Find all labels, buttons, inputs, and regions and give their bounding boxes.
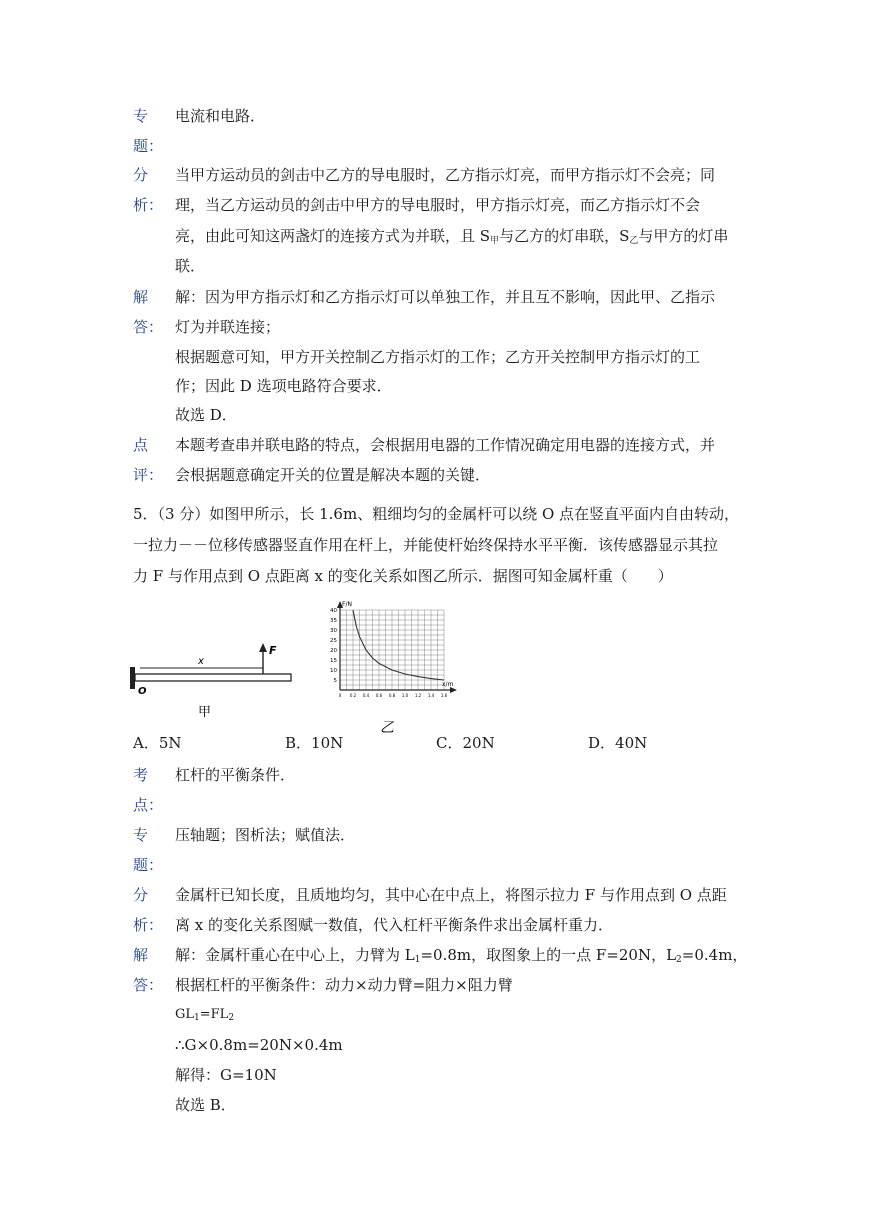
fenxi-line-3: 亮，由此可知这两盏灯的连接方式为并联，且 $S_甲$与乙方的灯串联，$S_乙$与甲方的灯串 [175, 227, 729, 246]
label-jieda-2: 答： [133, 318, 164, 336]
fenxi-line-1: 当甲方运动员的剑击中乙方的导电服时，乙方指示灯亮，而甲方指示灯不会亮；同 [175, 166, 716, 184]
q5-zhuanti-text: 压轴题；图析法；赋值法． [175, 826, 356, 844]
y-tick-label: 10 [330, 668, 337, 674]
y-tick-label: 35 [330, 618, 337, 624]
x-tick-label: 0.4 [362, 693, 370, 698]
jieda-line-3: 根据题意可知，甲方开关控制乙方指示灯的工作；乙方开关控制甲方指示灯的工 [175, 348, 701, 366]
option-c[interactable]: C．20N [436, 734, 495, 752]
label-zhuanti-2: 题： [133, 137, 164, 155]
label-fenxi-2: 析： [133, 196, 164, 214]
figure-jia-caption: 甲 [198, 705, 212, 720]
q5-jieda-line-3: $GL_1=FL_2$ [175, 1007, 235, 1023]
y-tick-label: 5 [333, 678, 337, 684]
label-q5-zhuanti-2: 题： [133, 856, 164, 874]
zhuanti-text: 电流和电路． [175, 107, 266, 125]
figure-yi-caption: 乙 [380, 720, 394, 736]
x-label: x [198, 656, 204, 667]
kaodian-text: 杠杆的平衡条件． [175, 766, 296, 784]
q5-fenxi-line-2: 离 x 的变化关系图赋一数值，代入杠杆平衡条件求出金属杆重力． [175, 916, 613, 934]
force-label: F [269, 644, 277, 657]
y-tick-label: 40 [330, 608, 337, 614]
option-d[interactable]: D．40N [588, 734, 648, 752]
figure-yi-chart [318, 598, 458, 738]
metal-rod [135, 674, 291, 681]
pivot-label: O [138, 686, 147, 697]
jieda-line-4: 作；因此 D 选项电路符合要求． [175, 377, 392, 395]
label-jieda: 解 [133, 288, 149, 306]
q5-jieda-line-2: 根据杠杆的平衡条件：动力×动力臂=阻力×阻力臂 [175, 976, 513, 994]
fenxi-line-4: 联． [175, 257, 206, 275]
fenxi-line-2: 理，当乙方运动员的剑击中甲方的导电服时，甲方指示灯亮，而乙方指示灯不会 [175, 196, 701, 214]
wall-mount [130, 667, 135, 689]
label-q5-jieda: 解 [133, 946, 149, 964]
q5-fenxi-line-1: 金属杆已知长度，且质地均匀，其中心在中点上，将图示拉力 F 与作用点到 O 点距 [175, 886, 727, 904]
q5-jieda-line-1: 解：金属杆重心在中心上，力臂为 $L_1=0.8m$，取图象上的一点 F=20N，$L_2=0.4m$， [175, 946, 748, 965]
option-a[interactable]: A．5N [133, 734, 182, 752]
dianping-line-1: 本题考查串并联电路的特点，会根据用电器的工作情况确定用电器的连接方式，并 [175, 436, 716, 454]
q5-stem-line-1: 5．（3 分）如图甲所示，长 1.6m、粗细均匀的金属杆可以绕 O 点在竖直平面内自由转动， [133, 505, 740, 523]
y-axis-title: F/N [342, 601, 352, 608]
y-tick-label: 15 [330, 658, 337, 664]
label-q5-zhuanti: 专 [133, 826, 149, 844]
q5-jieda-line-4: ∴G×0.8m=20N×0.4m [175, 1036, 343, 1054]
label-zhuanti: 专 [133, 107, 149, 125]
label-q5-jieda-2: 答： [133, 976, 164, 994]
x-tick-label: 0.8 [388, 693, 396, 698]
y-tick-label: 25 [330, 638, 337, 644]
q5-jieda-line-5: 解得：G=10N [175, 1066, 277, 1084]
x-axis-title: x/m [442, 681, 454, 688]
label-kaodian: 考 [133, 766, 149, 784]
y-tick-label: 20 [330, 648, 337, 654]
label-fenxi: 分 [133, 166, 149, 184]
x-tick-label: 1.2 [414, 693, 422, 698]
label-dianping: 点 [133, 436, 149, 454]
y-tick-label: 30 [330, 628, 337, 634]
x-tick-label: 0.6 [375, 693, 383, 698]
q5-stem-line-3: 力 F 与作用点到 O 点距离 x 的变化关系如图乙所示．据图可知金属杆重（ ） [133, 567, 673, 585]
jieda-line-1: 解：因为甲方指示灯和乙方指示灯可以单独工作，并且互不影响，因此甲、乙指示 [175, 288, 716, 306]
x-tick-label: 1.6 [440, 693, 448, 698]
label-q5-fenxi-2: 析： [133, 916, 164, 934]
option-b[interactable]: B．10N [285, 734, 344, 752]
dianping-line-2: 会根据题意确定开关的位置是解决本题的关键． [175, 466, 491, 484]
q5-stem-line-2: 一拉力－－位移传感器竖直作用在杆上，并能使杆始终保持水平平衡．该传感器显示其拉 [133, 536, 719, 554]
jieda-line-5: 故选 D． [175, 406, 237, 424]
figure-jia-lever [128, 612, 298, 722]
x-tick-label: 1.4 [427, 693, 435, 698]
q5-jieda-line-6: 故选 B． [175, 1096, 236, 1114]
label-dianping-2: 评： [133, 466, 164, 484]
jieda-line-2: 灯为并联连接； [175, 318, 281, 336]
x-tick-label: 1.0 [401, 693, 409, 698]
label-q5-fenxi: 分 [133, 886, 149, 904]
label-kaodian-2: 点： [133, 796, 164, 814]
force-arrowhead [259, 643, 267, 652]
x-tick-label: 0 [338, 693, 342, 698]
x-tick-label: 0.2 [349, 693, 357, 698]
